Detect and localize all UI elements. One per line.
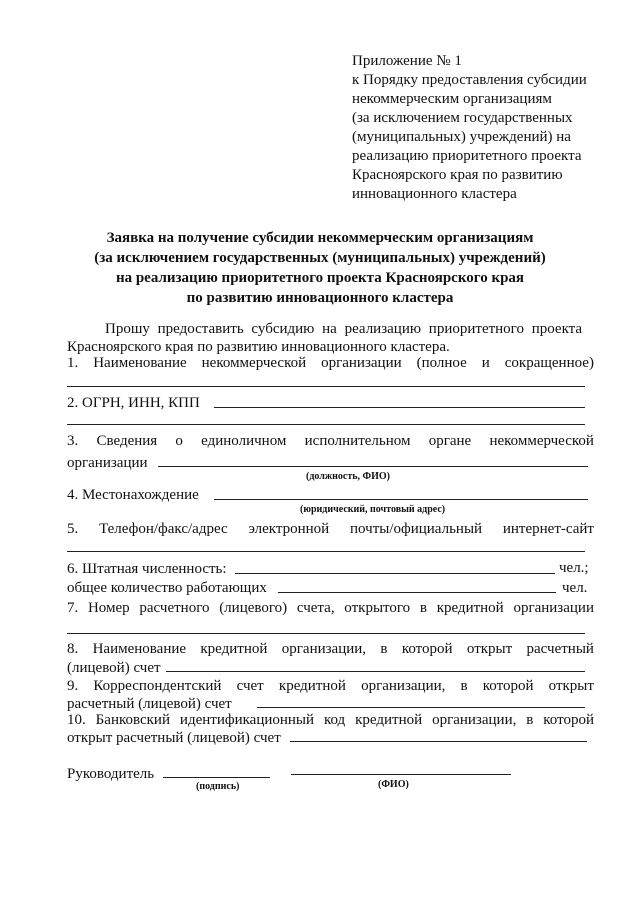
item-2-fill-line-2[interactable] [67, 424, 585, 425]
signature-sign-caption: (подпись) [196, 781, 240, 792]
item-6-staff-fill-line[interactable] [235, 573, 555, 574]
item-10-label-2: открыт расчетный (лицевой) счет [67, 730, 281, 746]
item-7-heading: 7. Номер расчетного (лицевого) счета, открытого в кредитной организации [67, 600, 594, 616]
appendix-line: реализацию приоритетного проекта [352, 148, 582, 164]
intro-line-1: Прошу предоставить субсидию на реализацию приоритетного проекта [105, 321, 583, 337]
appendix-line: (муниципальных) учреждений) на [352, 129, 571, 145]
appendix-line: некоммерческим организациям [352, 91, 552, 107]
document-title [60, 228, 580, 308]
item-6-total-fill-line[interactable] [278, 592, 556, 593]
appendix-line: инновационного кластера [352, 186, 517, 202]
signature-label: Руководитель [67, 766, 155, 782]
item-6-unit-1: чел.; [559, 560, 589, 576]
item-3-label-2: организации [67, 455, 148, 471]
signature-sign-line[interactable] [163, 777, 270, 778]
item-5-fill-line[interactable] [67, 551, 585, 552]
item-1-fill-line[interactable] [67, 386, 585, 387]
item-5-heading: 5. Телефон/факс/адрес электронной почты/официальный интернет-сайт [67, 521, 594, 537]
item-8-label-2: (лицевой) счет [67, 660, 161, 676]
intro-line-2: Красноярского края по развитию инновационного кластера. [67, 339, 450, 355]
item-3-fill-line[interactable] [158, 466, 588, 467]
item-2-label: 2. ОГРН, ИНН, КПП [67, 395, 200, 411]
item-2-fill-line[interactable] [214, 407, 585, 408]
item-8-fill-line[interactable] [166, 671, 585, 672]
item-9-heading: 9. Корреспондентский счет кредитной организации, в которой открыт [67, 678, 594, 694]
signature-name-line[interactable] [291, 774, 511, 775]
item-4-caption: (юридический, почтовый адрес) [300, 504, 446, 515]
title-line: Заявка на получение субсидии некоммерческим организациям [106, 230, 534, 246]
title-line: (за исключением государственных (муниципальных) учреждений) [94, 250, 546, 266]
item-6-label-2: общее количество работающих [67, 580, 267, 596]
title-line: на реализацию приоритетного проекта Красноярского края [115, 270, 525, 286]
item-9-fill-line[interactable] [257, 707, 585, 708]
item-4-label: 4. Местонахождение [67, 487, 199, 503]
item-3-heading: 3. Сведения о единоличном исполнительном органе некоммерческой [67, 433, 594, 449]
item-8-heading: 8. Наименование кредитной организации, в которой открыт расчетный [67, 641, 594, 657]
item-9-label-2: расчетный (лицевой) счет [67, 696, 232, 712]
item-6-unit-2: чел. [562, 580, 588, 596]
signature-name-caption: (ФИО) [378, 779, 409, 790]
appendix-line: к Порядку предоставления субсидии [352, 72, 587, 88]
title-line: по развитию инновационного кластера [186, 290, 454, 306]
item-1-heading: 1. Наименование некоммерческой организации (полное и сокращенное) [67, 355, 594, 371]
item-3-caption: (должность, ФИО) [306, 471, 390, 482]
appendix-line: Красноярского края по развитию [352, 167, 563, 183]
item-10-fill-line[interactable] [290, 741, 587, 742]
appendix-line: Приложение № 1 [352, 53, 462, 69]
item-10-heading: 10. Банковский идентификационный код кредитной организации, в которой [67, 712, 594, 728]
appendix-header [352, 52, 622, 204]
item-6-label: 6. Штатная численность: [67, 561, 227, 577]
item-4-fill-line[interactable] [214, 499, 588, 500]
appendix-line: (за исключением государственных [352, 110, 573, 126]
item-7-fill-line[interactable] [67, 633, 585, 634]
